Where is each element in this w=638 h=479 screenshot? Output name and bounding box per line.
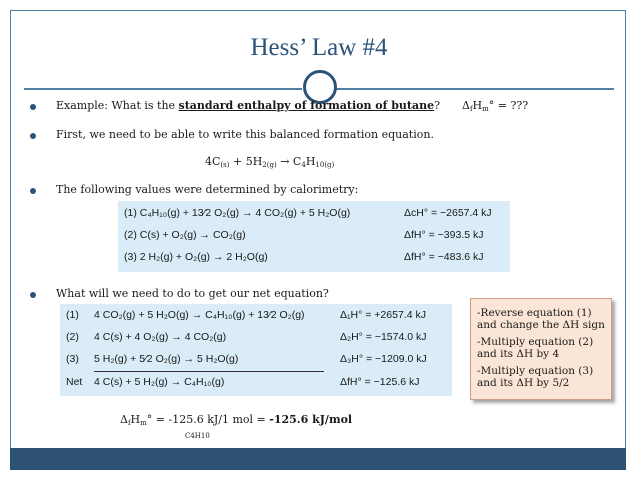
table1-row-3-eq: (3) 2 H₂(g) + O₂(g) → 2 H₂O(g) — [124, 251, 268, 263]
arrow-icon: → — [276, 155, 293, 168]
bullet-1-end: ° = ??? — [488, 99, 529, 112]
h-symbol: H — [472, 99, 483, 112]
note-multiply-eq3: -Multiply equation (3) and its ΔH by 5/2 — [477, 365, 594, 389]
bullet-3-text: The following values were determined by calorimetry: — [56, 183, 359, 196]
table2-row-1-label: (1) — [66, 309, 79, 321]
bullet-dot — [30, 104, 36, 110]
title-rule-left — [24, 88, 302, 90]
note-reverse-eq1: -Reverse equation (1) and change the ΔH sign — [477, 307, 605, 331]
eq-4c: 4C — [205, 155, 221, 168]
bullet-2-text: First, we need to be able to write this balanced formation equation. — [56, 128, 434, 141]
bullet-dot — [30, 188, 36, 194]
calorimetry-table — [118, 201, 510, 272]
table2-row-net-dh: ΔfH° = −125.6 kJ — [340, 376, 420, 388]
bullet-dot — [30, 133, 36, 139]
table2-row-net-eq: 4 C(s) + 5 H₂(g) → C₄H₁₀(g) — [94, 376, 225, 388]
table1-row-2-eq: (2) C(s) + O₂(g) → CO₂(g) — [124, 229, 246, 241]
result-mid: ° = -125.6 kJ/1 mol = — [146, 413, 270, 426]
eq-5h: + 5H — [229, 155, 263, 168]
table2-row-3-dh: Δ₃H° = −1209.0 kJ — [340, 353, 427, 365]
table1-row-1-eq: (1) C₄H₁₀(g) + 13⁄2 O₂(g) → 4 CO₂(g) + 5 H₂O(g) — [124, 207, 351, 219]
h-symbol: H — [130, 413, 141, 426]
table2-row-2-label: (2) — [66, 331, 79, 343]
eq-c: C — [292, 155, 302, 168]
manipulated-equations-table — [60, 304, 452, 396]
eq-sub-4: 4 — [301, 161, 306, 169]
table2-row-3-eq: 5 H₂(g) + 5⁄2 O₂(g) → 5 H₂O(g) — [94, 353, 239, 365]
table1-row-3-dh: ΔfH° = −483.6 kJ — [404, 251, 484, 263]
instructions-note-box — [470, 298, 612, 400]
delta-symbol: Δ — [462, 99, 470, 112]
bullet-dot — [30, 292, 36, 298]
sub-m: m — [482, 105, 489, 113]
formation-equation — [205, 155, 334, 169]
eq-sub-s: (s) — [220, 161, 230, 169]
delta-symbol: Δ — [120, 413, 128, 426]
footer-bar — [10, 448, 626, 470]
bullet-1-delta — [462, 99, 528, 113]
bullet-4-text: What will we need to do to get our net equation? — [56, 287, 329, 300]
table1-row-1-dh: ΔcH° = −2657.4 kJ — [404, 207, 492, 219]
bullet-1-bold: standard enthalpy of formation of butane — [178, 99, 435, 112]
slide-title: Hess’ Law #4 — [250, 34, 388, 61]
title-rule-right — [336, 88, 614, 90]
result-subscript-compound: C4H10 — [185, 432, 210, 440]
sub-m: m — [140, 419, 147, 427]
note-multiply-eq2: -Multiply equation (2) and its ΔH by 4 — [477, 336, 594, 360]
table2-row-2-dh: Δ₂H° = −1574.0 kJ — [340, 331, 427, 343]
eq-sub-2g: 2(g) — [262, 161, 277, 169]
result-bold: -125.6 kJ/mol — [269, 413, 353, 426]
final-result — [120, 413, 352, 427]
net-sum-line — [94, 371, 324, 372]
eq-h: H — [305, 155, 316, 168]
table2-row-1-dh: Δ₁H° = +2657.4 kJ — [340, 309, 426, 321]
sub-f: f — [127, 419, 131, 427]
bullet-1-suffix: ? — [434, 99, 441, 112]
sub-f: f — [469, 105, 473, 113]
table2-row-1-eq: 4 CO₂(g) + 5 H₂O(g) → C₄H₁₀(g) + 13⁄2 O₂(g) — [94, 309, 305, 321]
table2-row-3-label: (3) — [66, 353, 79, 365]
table2-row-net-label: Net — [66, 376, 83, 388]
eq-sub-10g: 10(g) — [315, 161, 335, 169]
table1-row-2-dh: ΔfH° = −393.5 kJ — [404, 229, 484, 241]
table2-row-2-eq: 4 C(s) + 4 O₂(g) → 4 CO₂(g) — [94, 331, 227, 343]
bullet-1-prefix: Example: What is the — [56, 99, 179, 112]
bullet-1-text — [56, 99, 440, 112]
